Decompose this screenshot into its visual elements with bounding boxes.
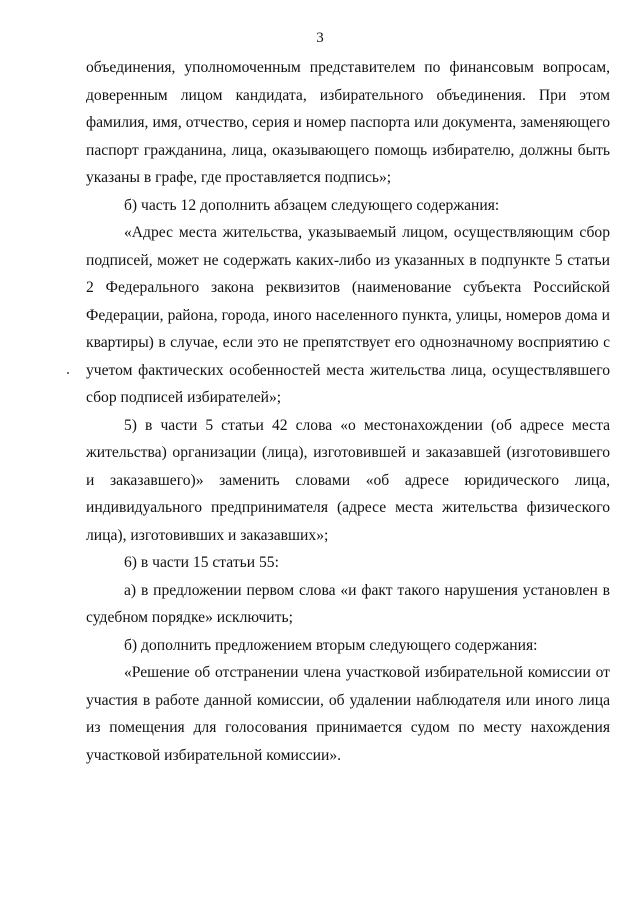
paragraph-subitem-b2: б) дополнить предложением вторым следующего содержания: — [124, 636, 538, 654]
paragraph-quote-decision: «Решение об отстранении члена участковой избирательной комиссии от участия в работе данной комиссии, об удалении наблюдателя или иного лица из помещения для голосования принимается судом по месту нахождения участковой избирательной комиссии». — [86, 664, 610, 764]
paragraph-quote-address: «Адрес места жительства, указываемый лицом, осуществляющим сбор подписей, может не содержать каких-либо из указанных в подпункте 5 статьи 2 Федерального закона реквизитов (наименование субъекта Российской Федерации, района, города, иного населенного пункта, улицы, номеров дома и квартиры) в случае, если это не препятствует его однозначному восприятию с учетом фактических особенностей места жительства лица, осуществлявшего сбор подписей избирателей»; — [86, 224, 610, 406]
paragraph-subitem-a: а) в предложении первом слова «и факт такого нарушения установлен в судебном порядке» исключить; — [86, 581, 610, 626]
page-number: 3 — [316, 30, 324, 46]
paragraph-item-6: 6) в части 15 статьи 55: — [124, 554, 279, 571]
paragraph-subitem-b: б) часть 12 дополнить абзацем следующего содержания: — [124, 196, 500, 214]
scan-speck — [67, 372, 69, 374]
paragraph-continuation: объединения, уполномоченным представителем по финансовым вопросам, доверенным лицом кандидата, избирательного объединения. При этом фамилия, имя, отчество, серия и номер паспорта или документа, заменяющего паспорт гражданина, лица, оказывающего помощь избирателю, должны быть указаны в графе, где проставляется подпись»; — [86, 59, 610, 186]
document-body — [86, 54, 610, 769]
paragraph-item-5: 5) в части 5 статьи 42 слова «о местонахождении (об адресе места жительства) организации (лица), изготовившей и заказавшей (изготовившего и заказавшего)» заменить словами «об адресе юридического лица, индивидуального предпринимателя (адресе места жительства физического лица), изготовивших и заказавших»; — [86, 416, 610, 544]
